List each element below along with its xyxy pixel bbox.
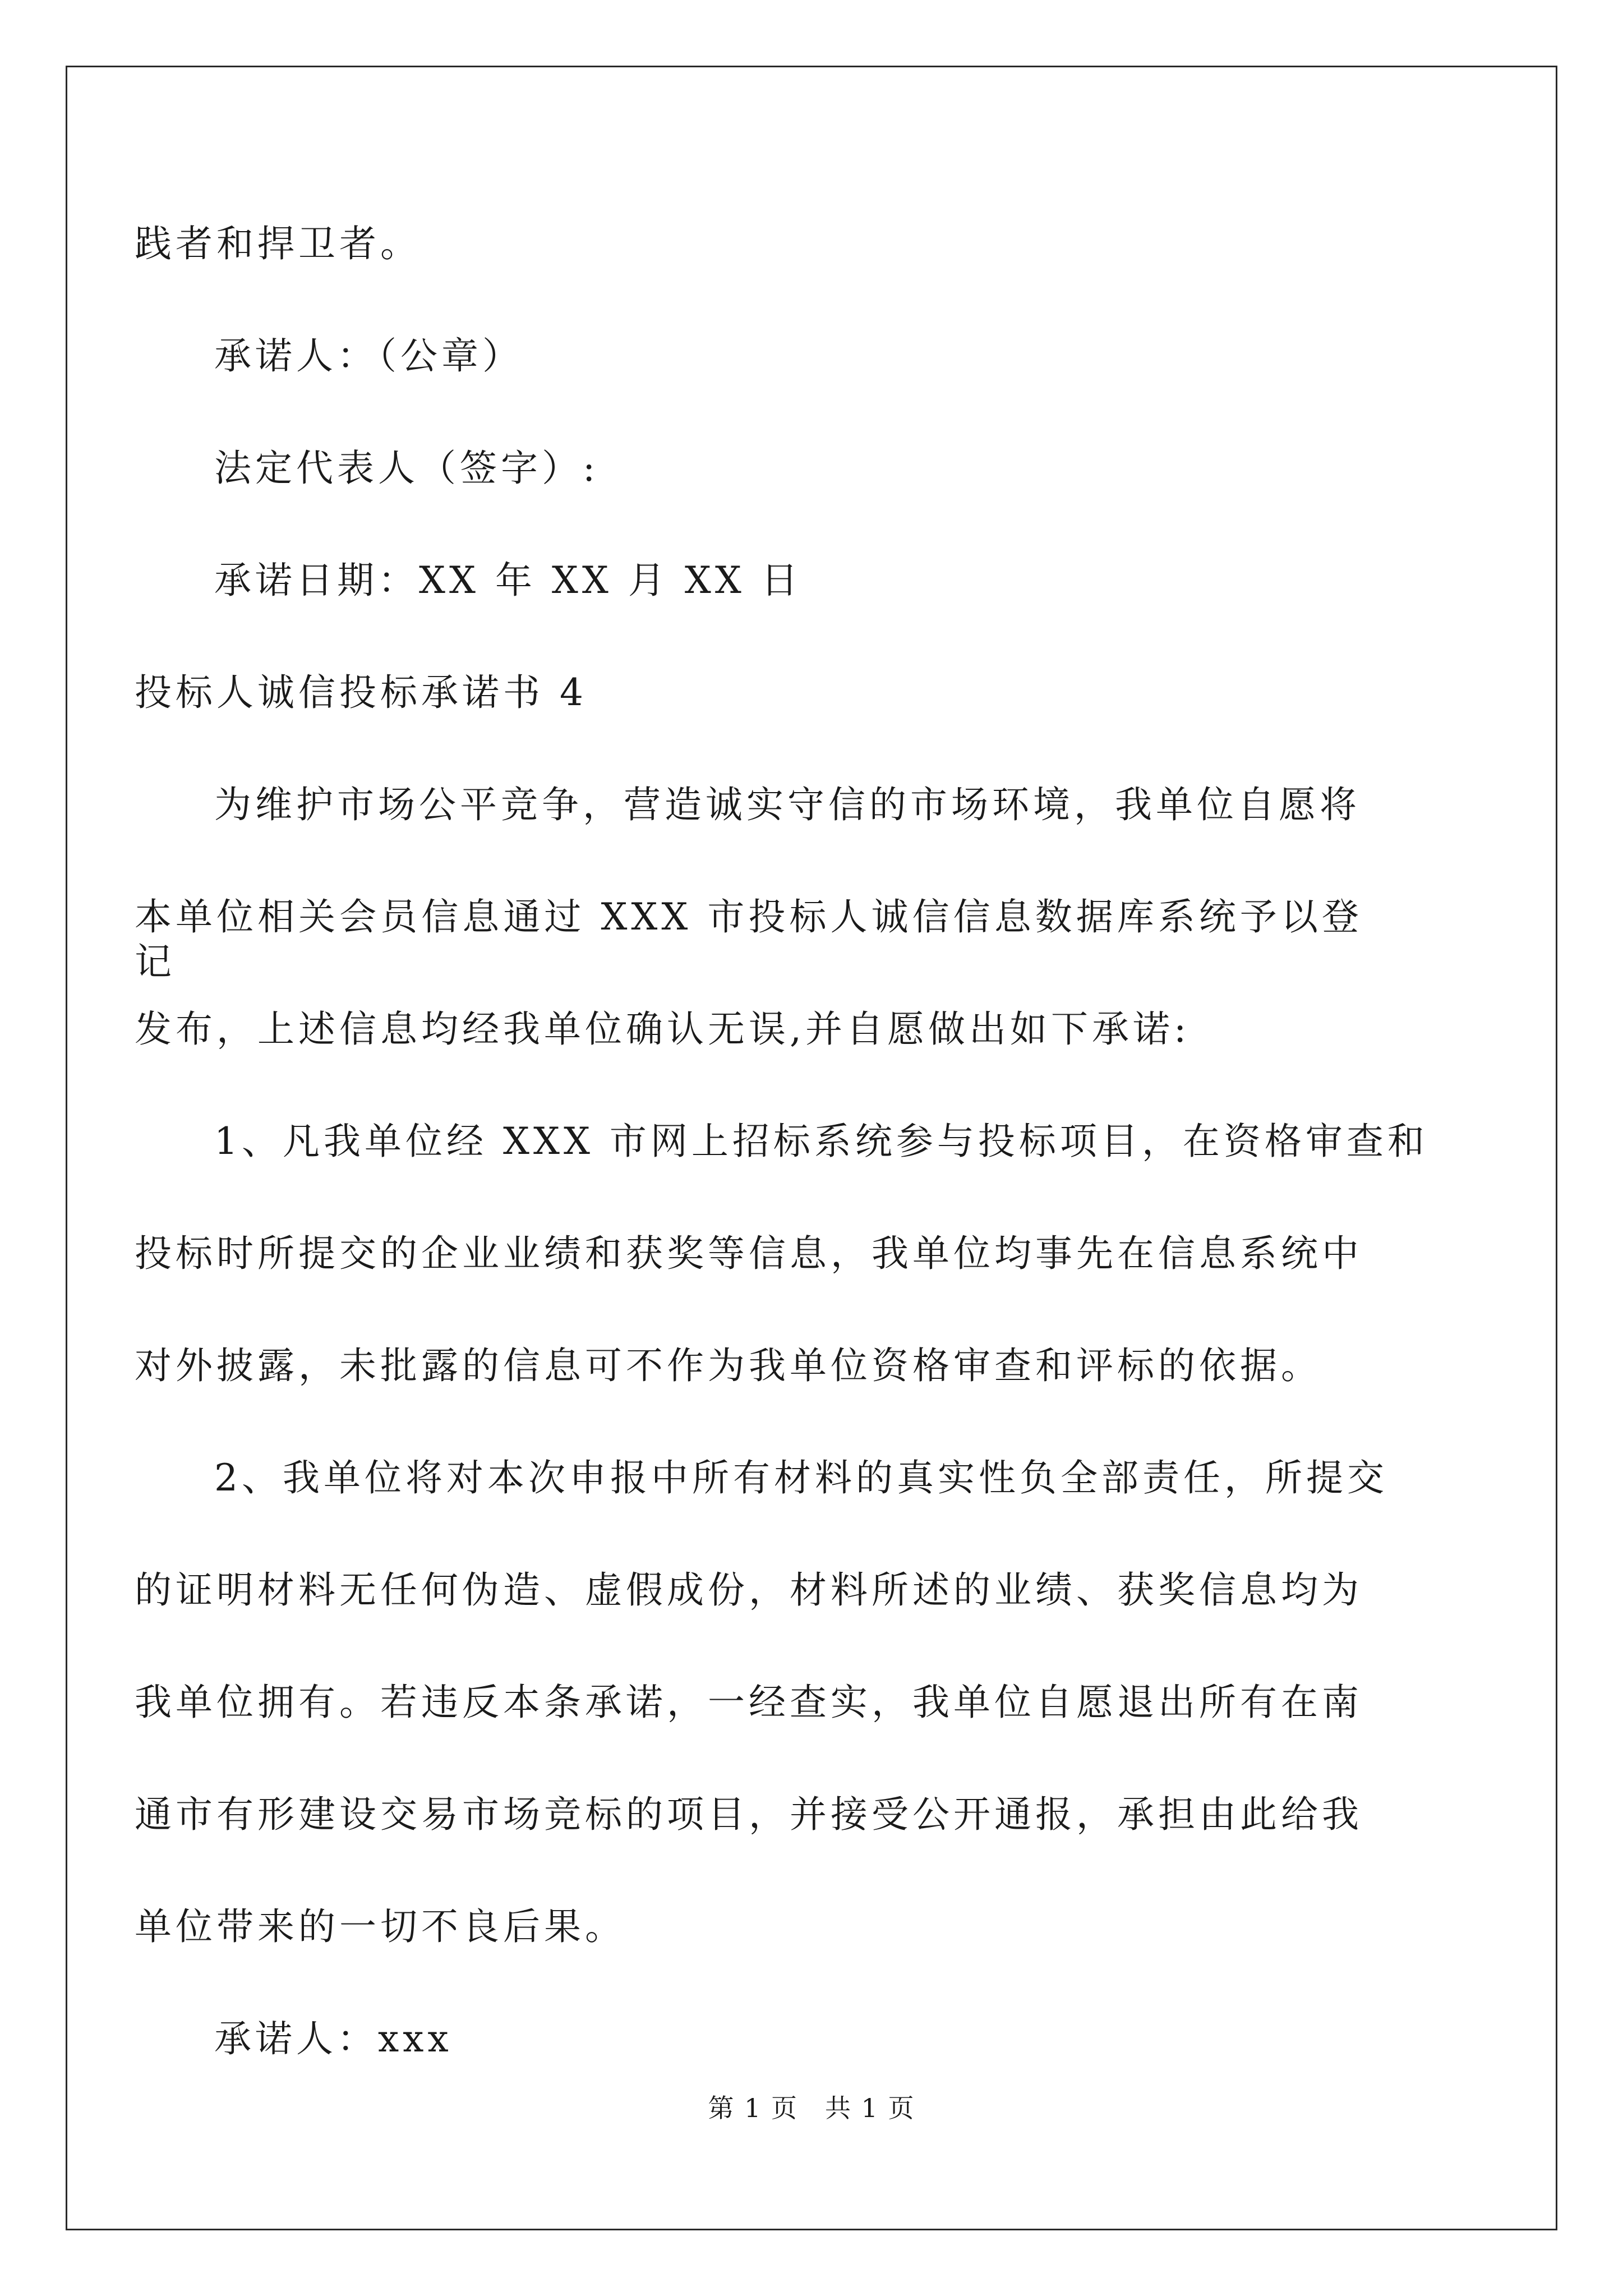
text-line: 践者和捍卫者。: [135, 222, 421, 265]
text-line: 通市有形建设交易市场竞标的项目，并接受公开通报，承担由此给我: [135, 1793, 1363, 1836]
text-line: 本单位相关会员信息通过 XXX 市投标人诚信信息数据库系统予以登记: [135, 895, 1363, 983]
commitment-date-line: 承诺日期：XX 年 XX 月 XX 日: [214, 559, 802, 602]
signatory-line: 承诺人：xxx: [214, 2017, 453, 2060]
text-line: 我单位拥有。若违反本条承诺，一经查实，我单位自愿退出所有在南: [135, 1681, 1363, 1724]
signatory-seal-line: 承诺人：（公章）: [214, 334, 523, 378]
text-line: 2、我单位将对本次申报中所有材料的真实性负全部责任，所提交: [214, 1456, 1388, 1499]
text-line: 为维护市场公平竞争，营造诚实守信的市场环境，我单位自愿将: [214, 783, 1361, 826]
text-line: 1、凡我单位经 XXX 市网上招标系统参与投标项目，在资格审查和: [214, 1120, 1428, 1163]
legal-representative-line: 法定代表人（签字）:: [214, 447, 600, 490]
section-heading: 投标人诚信投标承诺书 4: [135, 671, 587, 714]
text-line: 单位带来的一切不良后果。: [135, 1905, 626, 1948]
text-line: 的证明材料无任何伪造、虚假成份，材料所述的业绩、获奖信息均为: [135, 1568, 1363, 1612]
text-line: 投标时所提交的企业业绩和获奖等信息，我单位均事先在信息系统中: [135, 1232, 1363, 1275]
text-line: 发布，上述信息均经我单位确认无误,并自愿做出如下承诺:: [135, 1007, 1191, 1051]
page-number: 第 1 页 共 1 页: [708, 2093, 915, 2123]
text-line: 对外披露，未批露的信息可不作为我单位资格审查和评标的依据。: [135, 1344, 1322, 1387]
